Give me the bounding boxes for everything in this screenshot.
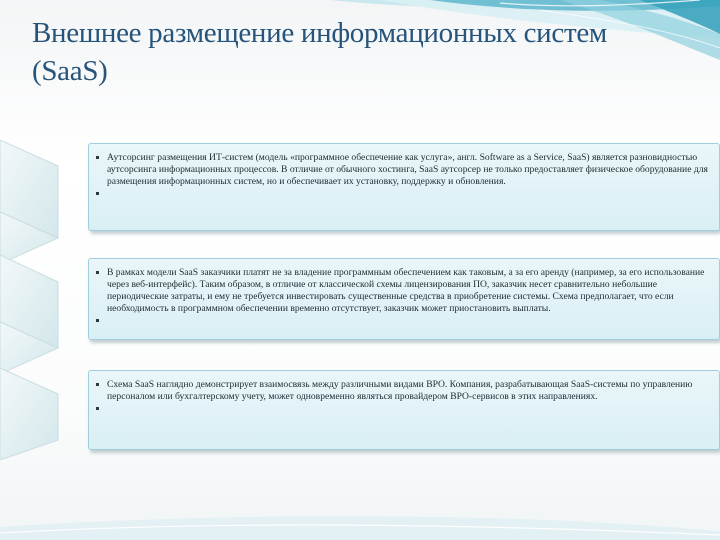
bullet-list — [89, 371, 719, 415]
empty-bullet — [107, 188, 711, 200]
bottom-wave-decoration — [0, 505, 720, 540]
slide-title-line-1: Внешнее размещение информационных систем — [32, 17, 607, 49]
slide-title-line-2: (SaaS) — [32, 55, 108, 87]
chevron-2 — [0, 255, 58, 374]
bullet-list — [89, 144, 719, 200]
empty-bullet — [107, 403, 711, 415]
empty-bullet — [107, 315, 711, 327]
chevron-1 — [0, 140, 58, 264]
bullet-text: Схема SaaS наглядно демонстрирует взаимосвязь между различными видами BPO. Компания, разрабатывающая SaaS-системы по управлению персоналом или бухгалтерскому учету, может одновременно являться провайдером BPO-сервисов в этих направлениях. — [107, 379, 711, 403]
bullet-text: Аутсорсинг размещения ИТ-систем (модель «программное обеспечение как услуга», англ. Software as a Service, SaaS) является разновидностью аутсорсинга информационных процессов. В отличие от обычного хостинга, SaaS аутсорсер не только предоставляет физическое оборудование для размещения информационных систем, но и обеспечивает их установку, поддержку и обновления. — [107, 152, 711, 188]
content-card-1 — [88, 143, 720, 231]
slide-title — [32, 14, 692, 90]
content-card-2 — [88, 258, 720, 340]
process-diagram — [0, 140, 720, 460]
content-card-3 — [88, 370, 720, 450]
chevron-3 — [0, 368, 58, 460]
bullet-list — [89, 259, 719, 327]
bullet-text: В рамках модели SaaS заказчики платят не за владение программным обеспечением как таковым, а за его аренду (например, за его использование через веб-интерфейс). Таким образом, в отличие от классической схемы лицензирования ПО, заказчик несет сравнительно небольшие периодические затраты, и ему не требуется инвестировать существенные средства в приобретение системы. Схема предполагает, что если необходимость в программном обеспечении временно отсутствует, заказчик может приостановить выплаты. — [107, 267, 711, 315]
